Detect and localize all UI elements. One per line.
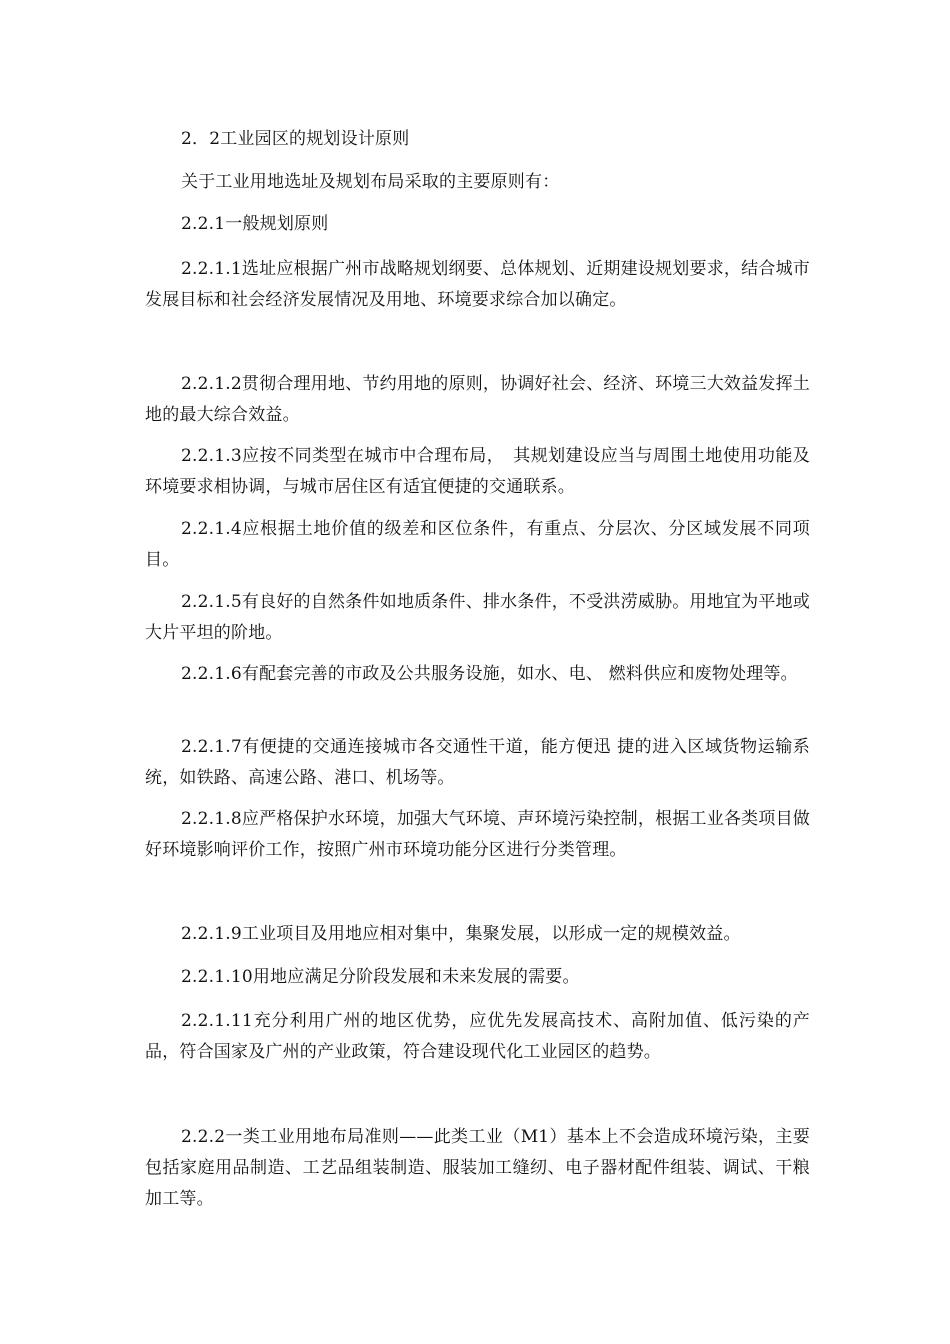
principle-paragraph-2-2-1-6: 2.2.1.6有配套完善的市政及公共服务设施，如水、电、 燃料供应和废物处理等。 [181, 664, 798, 684]
principle-paragraph-2-2-1-7: 2.2.1.7有便捷的交通连接城市各交通性干道，能方便迅 捷的进入区域货物运输系统，如铁路、高速公路、港口、机场等。 [145, 737, 810, 788]
layout-criteria-paragraph-2-2-2: 2.2.2一类工业用地布局准则——此类工业（M1）基本上不会造成环境污染，主要包括家庭用品制造、工艺品组装制造、服装加工缝纫、电子器材配件组装、调试、干粮加工等。 [145, 1127, 810, 1209]
principle-paragraph-2-2-1-5: 2.2.1.5有良好的自然条件如地质条件、排水条件，不受洪涝威胁。用地宜为平地或大片平坦的阶地。 [145, 592, 810, 643]
principle-paragraph-2-2-1-4: 2.2.1.4应根据土地价值的级差和区位条件，有重点、分层次、分区域发展不同项目。 [145, 519, 810, 570]
principle-paragraph-2-2-1-1: 2.2.1.1选址应根据广州市战略规划纲要、总体规划、近期建设规划要求，结合城市发展目标和社会经济发展情况及用地、环境要求综合加以确定。 [145, 259, 810, 310]
principle-paragraph-2-2-1-8: 2.2.1.8应严格保护水环境，加强大气环境、声环境污染控制，根据工业各类项目做好环境影响评价工作，按照广州市环境功能分区进行分类管理。 [145, 809, 810, 860]
section-heading: 2．2工业园区的规划设计原则 [181, 129, 410, 149]
subsection-heading: 2.2.1一般规划原则 [181, 214, 329, 234]
principle-paragraph-2-2-1-9: 2.2.1.9工业项目及用地应相对集中，集聚发展，以形成一定的规模效益。 [181, 924, 741, 944]
principle-paragraph-2-2-1-11: 2.2.1.11充分利用广州的地区优势，应优先发展高技术、高附加值、低污染的产品，符合国家及广州的产业政策，符合建设现代化工业园区的趋势。 [145, 1011, 810, 1062]
principle-paragraph-2-2-1-10: 2.2.1.10用地应满足分阶段发展和未来发展的需要。 [181, 967, 580, 987]
principle-paragraph-2-2-1-3: 2.2.1.3应按不同类型在城市中合理布局， 其规划建设应当与周围土地使用功能及环境要求相协调，与城市居住区有适宜便捷的交通联系。 [145, 446, 810, 497]
principle-paragraph-2-2-1-2: 2.2.1.2贯彻合理用地、节约用地的原则，协调好社会、经济、环境三大效益发挥土地的最大综合效益。 [145, 374, 810, 425]
intro-paragraph: 关于工业用地选址及规划布局采取的主要原则有： [181, 172, 560, 192]
